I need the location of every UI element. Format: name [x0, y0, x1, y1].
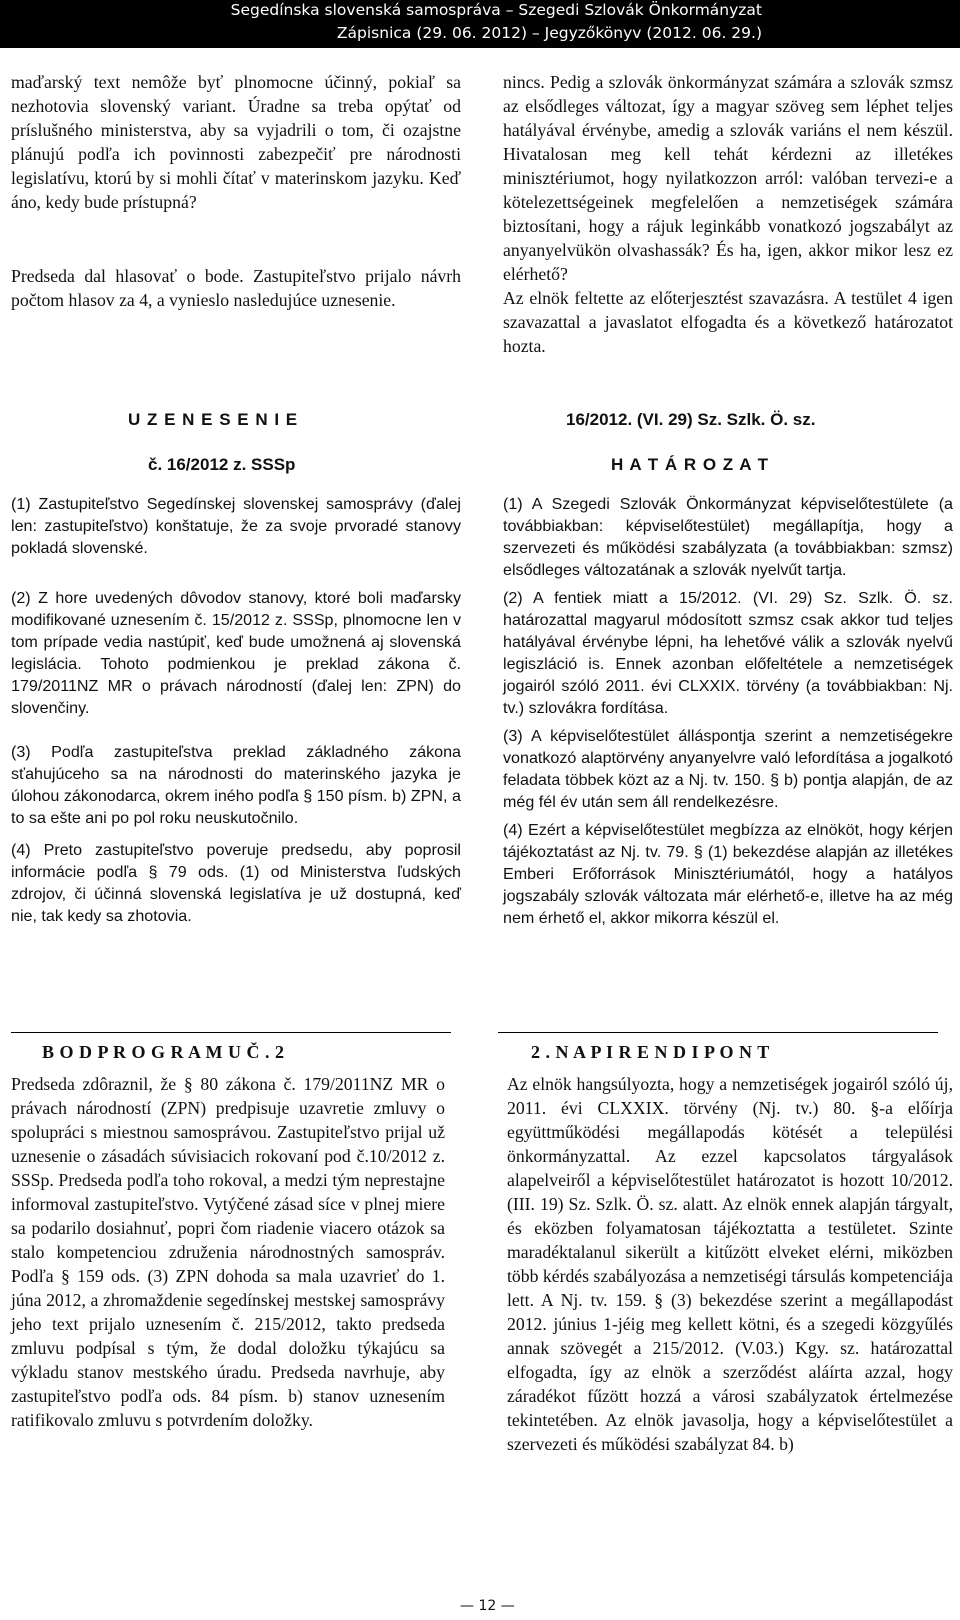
left-intro-paragraph: maďarský text nemôže byť plnomocne účinný, pokiaľ sa nezhotovia slovenský variant. Úradne sa treba opýtať od príslušného ministerstva, aby sa vyjadrili o tom, či ozajstne plánujú podľa ich povinnosti zabezpečiť pre národnosti legislatívu, ktorú by si mohli čítať v materinskom jazyku. Keď áno, kedy bude prístupná? — [11, 72, 461, 212]
agenda-item-title-hu: 2 . N A P I R E N D I P O N T — [531, 1042, 770, 1062]
page-header — [0, 0, 960, 48]
left-intro-block — [11, 70, 461, 312]
resolution-point-hu-2: (2) A fentiek miatt a 15/2012. (VI. 29) Sz. Szlk. Ö. sz. határozattal magyarul módosított szmsz csak akkor tud teljes hatályával érvénybe lépni, ha lehetővé válik a szlovák nyelvű legiszláció is. Ennek azonban előfeltétele a nemzetiségek jogairól szóló 2011. évi CLXXIX. törvény (a továbbiakban: Nj. tv.) szlovákra fordítása. — [503, 589, 953, 717]
right-intro-block — [503, 70, 953, 358]
resolution-point-sk-2: (2) Z hore uvedených dôvodov stanovy, ktoré boli maďarsky modifikované uznesením č. 15/2012 z. SSSp, plnomocne len v tom prípade vedia nastúpiť, keď bude umožnená aj slovenská legislácia. Tohoto podmienkou je preklad zákona č. 179/2011NZ MR o právach národností (ďalej len: ZPN) do slovenčiny. — [11, 589, 461, 717]
agenda-item-title-sk: B O D P R O G R A M U Č . 2 — [42, 1042, 285, 1062]
resolution-title-sk: U Z E N E S E N I E — [128, 410, 299, 429]
resolution-point-sk-3: (3) Podľa zastupiteľstva preklad základného zákona sťahujúceho sa na národnosti do materinského jazyka je úlohou zákonodarca, okrem iného podľa § 150 písm. b) ZPN, a to sa ešte ani po pol roku neuskutočnilo. — [11, 743, 461, 827]
resolution-points-sk — [11, 493, 461, 927]
resolution-number-hu: 16/2012. (VI. 29) Sz. Szlk. Ö. sz. — [566, 410, 816, 429]
right-intro-paragraph: nincs. Pedig a szlovák önkormányzat számára a szlovák szmsz az elsődleges változat, így a magyar szöveg sem léphet teljes hatályával érvénybe, amedig a szlovák variáns el nem készül. Hivatalosan meg kell tehát kérdezni az illetékes minisztériumot, hogy nyilatkozzon arról: valóban tervezi-e a kötelezettségeinek megfelelően a nemzetiségek számára biztosítani, hogy a rájuk leginkább vonatkozó jogszabályt az anyanyelvükön olvashassák? És ha, igen, akkor mikor lesz ez elérhető? — [503, 72, 953, 284]
right-vote-paragraph: Az elnök feltette az előterjesztést szavazásra. A testület 4 igen szavazattal a javaslatot elfogadta és a következő határozatot hozta. — [503, 288, 953, 356]
resolution-number-sk: č. 16/2012 z. SSSp — [148, 455, 296, 474]
agenda-text-hu: Az elnök hangsúlyozta, hogy a nemzetiségek jogairól szóló új, 2011. évi CLXXIX. törvény (Nj. tv.) 80. §-a előírja együttműködési megállapodás kötését a települési önkormányzattal. Az ezzel kapcsolatos tárgyalások alapelveiről a képviselőtestület határozatot is hozott 10/2012. (III. 19) Sz. Szlk. Ö. sz. alatt. Az elnök ennek alapján tárgyalt, és eközben folyamatosan tájékoztatta a testületet. Szinte maradéktalanul sikerült a kitűzött elveket elérni, miközben több kérdés szabályozása a nemzetiségi társulás kompetenciája lett. A Nj. tv. 159. § (3) bekezdése szerint a megállapodást 2012. június 1-jéig meg kellett kötni, és a szegedi közgyűlés annak szövegét a 215/2012. (V.03.) Kgy. sz. határozattal elfogadta, így az elnök a szerződést aláírta azzal, hogy záradékot fűzött hozzá a városi szabályzatok értelmezése tekintetében. Az elnök javasolja, hogy a képviselőtestület a szervezeti és működési szabályzat 84. b) — [507, 1074, 953, 1454]
left-section-rule — [11, 1032, 451, 1033]
header-title: Segedínska slovenská samospráva – Szegedi Szlovák Önkormányzat — [230, 1, 762, 19]
resolution-point-sk-4: (4) Preto zastupiteľstvo poveruje predsedu, aby poprosil informácie podľa § 79 ods. (1) od Ministerstva ľudských zdrojov, či účinná slovenská legislatíva je už dostupná, keď nie, tak kedy sa zhotovia. — [11, 841, 461, 925]
agenda-text-sk-block — [11, 1072, 445, 1432]
agenda-text-hu-block — [507, 1072, 953, 1456]
agenda-text-sk: Predseda zdôraznil, že § 80 zákona č. 179/2011NZ MR o právach národností (ZPN) predpisuje uzavretie zmluvy o spolupráci s miestnou samosprávou. Zastupiteľstvo prijal už uznesenie o zásadách súvisiacich rokovaní pod č.10/2012 z. SSSp. Predseda podľa toho rokoval, a medzi tým neprestajne informoval zastupiteľstvo. Vytýčené zásad síce v plnej miere sa podarilo dosiahnuť, popri čom riadenie viacero otázok sa stalo kompetenciou združenia národnostných samospráv. Podľa § 159 ods. (3) ZPN dohoda sa mala uzavrieť do 1. júna 2012, a zhromaždenie segedínskej mestskej samosprávy jeho text prijalo uznesením č. 215/2012, takto predseda zmluvu podpísal s tým, že dodal doložku týkajúcu sa výkladu stanov mestského úradu. Predseda navrhuje, aby zastupiteľstvo podľa ods. 84 písm. b) stanov uznesením ratifikovalo zmluvu s potvrdením doložky. — [11, 1074, 445, 1430]
left-vote-paragraph: Predseda dal hlasovať o bode. Zastupiteľstvo prijalo návrh počtom hlasov za 4, a vynieslo nasledujúce uznesenie. — [11, 266, 461, 310]
resolution-point-sk-1: (1) Zastupiteľstvo Segedínskej slovenskej samosprávy (ďalej len: zastupiteľstvo) konštatuje, že za svoje prvoradé stanovy pokladá slovenské. — [11, 495, 461, 557]
resolution-title-hu: H A T Á R O Z A T — [611, 455, 770, 474]
resolution-point-hu-3: (3) A képviselőtestület álláspontja szerint a nemzetiségekre vonatkozó alaptörvény anyanyelvre való lefordítása a jogalkotó feladata többek közt az a Nj. tv. 150. § b) pontja alapján, de az még fél év után sem áll rendelkezésre. — [503, 727, 953, 811]
right-section-rule — [498, 1032, 938, 1033]
header-subtitle: Zápisnica (29. 06. 2012) – Jegyzőkönyv (2012. 06. 29.) — [336, 24, 762, 42]
resolution-point-hu-4: (4) Ezért a képviselőtestület megbízza az elnököt, hogy kérjen tájékoztatást az Nj. tv. 79. § (1) bekezdése alapján az illetékes Emberi Erőforrások Minisztériumától, hogy a hatályos jogszabály szlovák változata már elérhető-e, illetve ha az még nem érhető el, akkor mikorra készül el. — [503, 821, 953, 927]
resolution-points-hu — [503, 493, 953, 929]
page-number: — 12 — — [460, 1598, 515, 1614]
resolution-point-hu-1: (1) A Szegedi Szlovák Önkormányzat képviselőtestülete (a továbbiakban: képviselőtestület) megállapítja, hogy a szervezeti és működési szabályzata (a továbbiakban: szmsz) elsődleges változatának a szlovák nyelvűt tartja. — [503, 495, 953, 579]
